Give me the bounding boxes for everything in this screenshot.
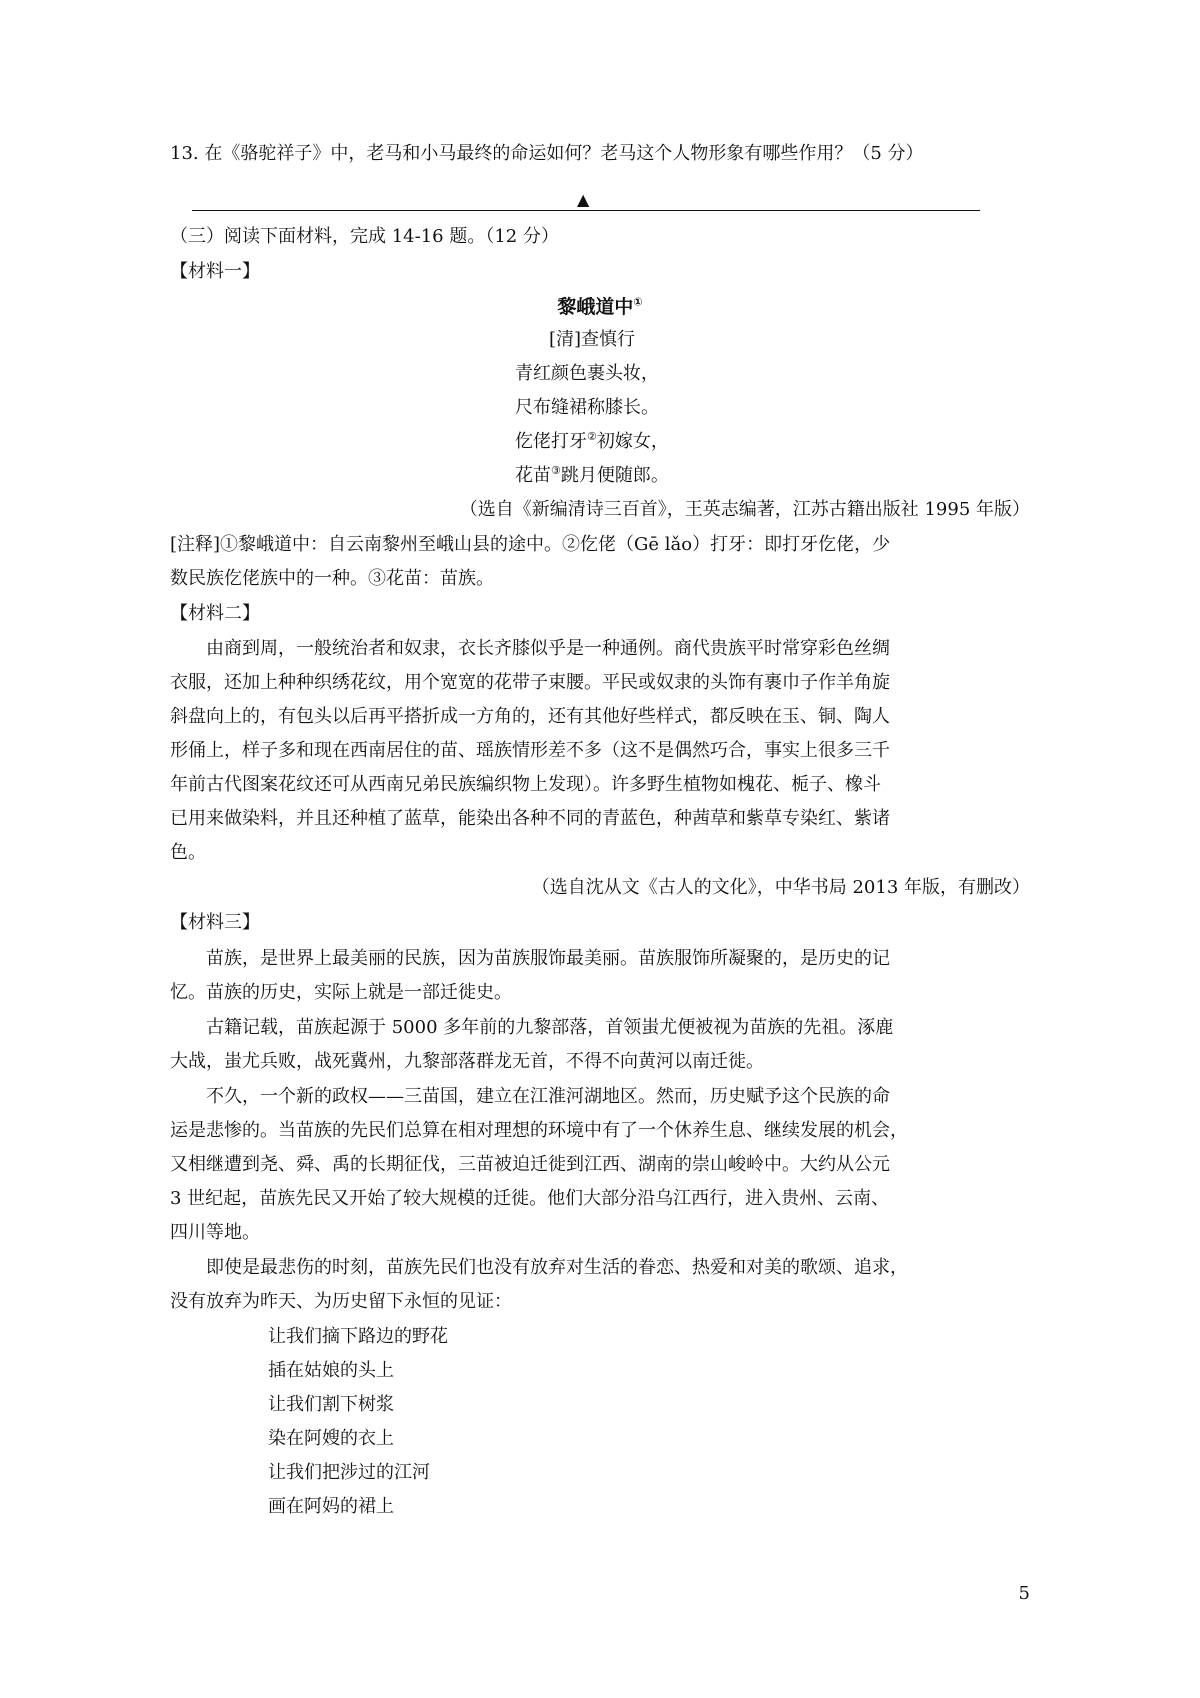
poem-note-marker: ③ bbox=[551, 464, 561, 477]
poem-line: 尺布缝裙称膝长。 bbox=[515, 397, 659, 418]
paragraph-line: 又相继遭到尧、舜、禹的长期征伐，三苗被迫迁徙到江西、湖南的崇山峻岭中。大约从公元 bbox=[170, 1154, 890, 1175]
song-line: 插在姑娘的头上 bbox=[268, 1360, 394, 1381]
question-13: 13. 在《骆驼祥子》中，老马和小马最终的命运如何？老马这个人物形象有哪些作用？（5 分） bbox=[170, 143, 924, 164]
paragraph-line: 衣服，还加上种种织绣花纹，用个宽宽的花带子束腰。平民或奴隶的头饰有裹巾子作羊角旋 bbox=[170, 672, 890, 693]
paragraph-line: 不久，一个新的政权——三苗国，建立在江淮河湖地区。然而，历史赋予这个民族的命 bbox=[206, 1086, 890, 1107]
song-line: 让我们割下树浆 bbox=[268, 1394, 394, 1415]
paragraph-line: 没有放弃为昨天、为历史留下永恒的见证： bbox=[170, 1291, 512, 1312]
paragraph-line: 斜盘向上的，有包头以后再平搭折成一方角的，还有其他好些样式，都反映在玉、铜、陶人 bbox=[170, 706, 890, 727]
material-2-source: （选自沈从文《古人的文化》，中华书局 2013 年版，有删改） bbox=[531, 877, 1030, 898]
poem-title-text: 黎峨道中 bbox=[557, 296, 634, 318]
paragraph-line: 古籍记载，苗族起源于 5000 多年前的九黎部落，首领蚩尤便被视为苗族的先祖。涿鹿 bbox=[206, 1017, 894, 1038]
paragraph-line: 大战，蚩尤兵败，战死冀州，九黎部落群龙无首，不得不向黄河以南迁徙。 bbox=[170, 1051, 764, 1072]
song-line: 画在阿妈的裙上 bbox=[268, 1496, 394, 1517]
poem-line: 仡佬打牙②初嫁女， bbox=[515, 430, 669, 452]
poem-source: （选自《新编清诗三百首》，王英志编著，江苏古籍出版社 1995 年版） bbox=[459, 499, 1030, 520]
page-number: 5 bbox=[1018, 1583, 1030, 1604]
answer-line bbox=[192, 210, 980, 211]
paragraph-line: 由商到周，一般统治者和奴隶，衣长齐膝似乎是一种通例。商代贵族平时常穿彩色丝绸 bbox=[206, 638, 890, 659]
paragraph-line: 3 世纪起，苗族先民又开始了较大规模的迁徙。他们大部分沿乌江西行，进入贵州、云南、 bbox=[170, 1188, 890, 1209]
material-3-label: 【材料三】 bbox=[170, 912, 260, 933]
answer-marker-icon: ▲ bbox=[577, 190, 590, 209]
song-line: 让我们摘下路边的野花 bbox=[268, 1326, 448, 1347]
song-line: 让我们把涉过的江河 bbox=[268, 1462, 430, 1483]
paragraph-line: 已用来做染料，并且还种植了蓝草，能染出各种不同的青蓝色，种茜草和紫草专染红、紫诸 bbox=[170, 808, 890, 829]
material-2-label: 【材料二】 bbox=[170, 603, 260, 624]
section-3-heading: （三）阅读下面材料，完成 14-16 题。（12 分） bbox=[170, 226, 559, 247]
paragraph-line: 即使是最悲伤的时刻，苗族先民们也没有放弃对生活的眷恋、热爱和对美的歌颂、追求， bbox=[206, 1257, 908, 1278]
poem-title bbox=[0, 290, 1200, 324]
annotation-line: [注释]①黎峨道中：自云南黎州至峨山县的途中。②仡佬（Gē lǎo）打牙：即打牙仡佬，少 bbox=[170, 534, 891, 555]
paragraph-line: 年前古代图案花纹还可从西南兄弟民族编织物上发现）。许多野生植物如槐花、栀子、橡斗 bbox=[170, 774, 881, 795]
annotation-line: 数民族仡佬族中的一种。③花苗：苗族。 bbox=[170, 568, 494, 589]
paragraph-line: 形俑上，样子多和现在西南居住的苗、瑶族情形差不多（这不是偶然巧合，事实上很多三千 bbox=[170, 740, 890, 761]
poem-author: [清]查慎行 bbox=[549, 329, 636, 350]
poem-line: 花苗③跳月便随郎。 bbox=[515, 464, 669, 486]
paragraph-line: 运是悲惨的。当苗族的先民们总算在相对理想的环境中有了一个休养生息、继续发展的机会， bbox=[170, 1120, 908, 1141]
paragraph-line: 苗族，是世界上最美丽的民族，因为苗族服饰最美丽。苗族服饰所凝聚的，是历史的记 bbox=[206, 948, 890, 969]
poem-title-note: ① bbox=[633, 295, 643, 309]
paragraph-line: 四川等地。 bbox=[170, 1222, 260, 1243]
song-line: 染在阿嫂的衣上 bbox=[268, 1428, 394, 1449]
poem-note-marker: ② bbox=[587, 430, 597, 443]
material-1-label: 【材料一】 bbox=[170, 261, 260, 282]
paragraph-line: 忆。苗族的历史，实际上就是一部迁徙史。 bbox=[170, 982, 512, 1003]
poem-line: 青红颜色裹头妆， bbox=[515, 363, 659, 384]
paragraph-line: 色。 bbox=[170, 842, 206, 863]
